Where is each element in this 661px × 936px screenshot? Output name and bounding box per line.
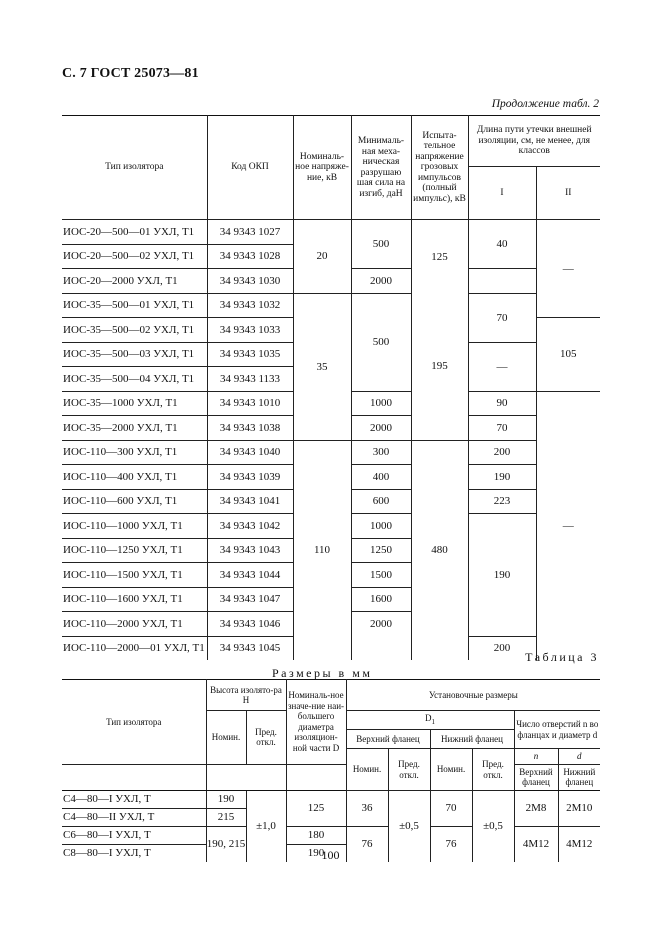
page-header: С. 7 ГОСТ 25073—81 — [62, 66, 199, 81]
cell-type: ИОС-35—1000 УХЛ, Т1 — [62, 391, 207, 416]
cell-height-tol: ±1,0 — [246, 790, 286, 862]
cell-code: 34 9343 1041 — [207, 489, 293, 514]
t3-col-bottom-header: Нижний фланец — [430, 730, 514, 749]
col-class2-header: II — [536, 167, 600, 220]
cell-class1: 70 — [468, 293, 536, 342]
cell-code: 34 9343 1045 — [207, 636, 293, 660]
cell-code: 34 9343 1039 — [207, 465, 293, 490]
t3-col-nom-header: Номин. — [206, 711, 246, 765]
cell-class2: — — [562, 262, 574, 275]
cell-type: ИОС-20—2000 УХЛ, Т1 — [62, 269, 207, 294]
cell-type: С4—80—II УХЛ, Т — [62, 808, 206, 826]
table2 — [62, 115, 600, 660]
cell-force: 600 — [351, 489, 411, 514]
cell-type: С4—80—I УХЛ, Т — [62, 790, 206, 808]
col-voltage-header: Номиналь-ное напряже-ние, кВ — [293, 116, 351, 220]
cell-test: 125 — [411, 220, 468, 294]
t3-col-tol-header: Пред. откл. — [246, 711, 286, 765]
table-row — [62, 293, 600, 318]
table3-subtitle: Размеры в мм — [272, 666, 373, 680]
cell-force: 500 — [351, 293, 411, 391]
table-row — [62, 440, 600, 465]
cell-type: ИОС-20—500—01 УХЛ, Т1 — [62, 220, 207, 245]
cell-force: 1000 — [351, 514, 411, 539]
t3-col-top-header: Верхний фланец — [346, 730, 430, 749]
cell-code: 34 9343 1038 — [207, 416, 293, 441]
cell-class2: — — [562, 519, 574, 532]
t3-col-height-header: Высота изолято-ра H — [206, 680, 286, 711]
cell-code: 34 9343 1133 — [207, 367, 293, 392]
col-code-header: Код ОКП — [207, 116, 293, 220]
cell-top-nom: 36 — [346, 790, 388, 826]
cell-code: 34 9343 1040 — [207, 440, 293, 465]
cell-class1: 190 — [468, 514, 536, 637]
cell-holes-top: 4М12 — [514, 826, 558, 862]
cell-type: ИОС-110—300 УХЛ, Т1 — [62, 440, 207, 465]
page-number: 100 — [321, 848, 340, 862]
cell-force: 1600 — [351, 587, 411, 612]
t3-col-type-header: Тип изолятора — [62, 680, 206, 765]
cell-force: 1000 — [351, 391, 411, 416]
cell-type: ИОС-35—500—01 УХЛ, Т1 — [62, 293, 207, 318]
t3-col-top-tol-header: Пред. откл. — [388, 749, 430, 791]
cell-type: ИОС-20—500—02 УХЛ, Т1 — [62, 244, 207, 269]
cell-top-tol: ±0,5 — [388, 790, 430, 862]
cell-type: С8—80—I УХЛ, Т — [62, 844, 206, 862]
cell-code: 34 9343 1032 — [207, 293, 293, 318]
cell-height-nom: 190 — [206, 790, 246, 808]
cell-code: 34 9343 1044 — [207, 563, 293, 588]
cell-test: 195 — [411, 293, 468, 440]
cell-type: С6—80—I УХЛ, Т — [62, 826, 206, 844]
col-type-header: Тип изолятора — [62, 116, 207, 220]
cell-diam: 190 — [286, 844, 346, 862]
cell-class1 — [468, 269, 536, 294]
cell-class1: — — [468, 342, 536, 391]
t3-col-diam-header: Номиналь-ное значе-ние наи-большего диаметра изоляцион-ной части D — [286, 680, 346, 765]
cell-test: 480 — [411, 440, 468, 660]
cell-type: ИОС-110—1250 УХЛ, Т1 — [62, 538, 207, 563]
cell-force: 1500 — [351, 563, 411, 588]
cell-diam: 125 — [286, 790, 346, 826]
t3-col-install-header: Установочные размеры — [346, 680, 600, 711]
cell-type: ИОС-35—500—03 УХЛ, Т1 — [62, 342, 207, 367]
cell-bot-nom: 70 — [430, 790, 472, 826]
cell-class1: 90 — [468, 391, 536, 416]
cell-class1: 223 — [468, 489, 536, 514]
cell-code: 34 9343 1010 — [207, 391, 293, 416]
cell-force: 2000 — [351, 416, 411, 441]
cell-type: ИОС-35—2000 УХЛ, Т1 — [62, 416, 207, 441]
cell-type: ИОС-110—600 УХЛ, Т1 — [62, 489, 207, 514]
t3-col-holes-top-header: Верхний фланец — [514, 764, 558, 790]
t3-col-bot-nom-header: Номин. — [430, 749, 472, 791]
t3-col-holes-header: Число отверстий n во фланцах и диаметр d — [514, 711, 600, 749]
cell-holes-bottom: 2М10 — [558, 790, 600, 826]
cell-class1: 200 — [468, 636, 536, 660]
cell-code: 34 9343 1043 — [207, 538, 293, 563]
col-class1-header: I — [468, 167, 536, 220]
cell-type: ИОС-35—500—02 УХЛ, Т1 — [62, 318, 207, 343]
t3-d1-symbol: D — [425, 713, 432, 723]
table2-caption: Продолжение табл. 2 — [491, 98, 599, 110]
cell-force: 500 — [351, 220, 411, 269]
cell-class1: 70 — [468, 416, 536, 441]
cell-type: ИОС-35—500—04 УХЛ, Т1 — [62, 367, 207, 392]
cell-code: 34 9343 1033 — [207, 318, 293, 343]
cell-class1: 40 — [468, 220, 536, 269]
cell-force: 2000 — [351, 269, 411, 294]
cell-height-nom: 190, 215 — [206, 826, 246, 862]
cell-code: 34 9343 1027 — [207, 220, 293, 245]
t3-col-d-header: d — [558, 749, 600, 765]
col-leak-header: Длина пути утечки внешней изоляции, см, не менее, для классов — [468, 116, 600, 167]
col-force-header: Минималь-ная меха-ническая разрушаю шая сила на изгиб, даН — [351, 116, 411, 220]
cell-bot-tol: ±0,5 — [472, 790, 514, 862]
t3-d1-subscript: 1 — [431, 717, 436, 726]
col-test-header: Испыта-тельное напряжение грозовых импульсов (полный импульс), кВ — [411, 116, 468, 220]
t3-col-bot-tol-header: Пред. откл. — [472, 749, 514, 791]
cell-type: ИОС-110—2000 УХЛ, Т1 — [62, 612, 207, 637]
cell-type: ИОС-110—1600 УХЛ, Т1 — [62, 587, 207, 612]
cell-holes-top: 2М8 — [514, 790, 558, 826]
cell-class2: 105 — [536, 318, 600, 392]
cell-type: ИОС-110—1500 УХЛ, Т1 — [62, 563, 207, 588]
cell-code: 34 9343 1042 — [207, 514, 293, 539]
cell-voltage: 110 — [293, 440, 351, 660]
cell-force: 400 — [351, 465, 411, 490]
cell-type: ИОС-110—400 УХЛ, Т1 — [62, 465, 207, 490]
cell-holes-bottom: 4М12 — [566, 838, 593, 851]
cell-top-nom: 76 — [346, 826, 388, 862]
cell-voltage: 20 — [293, 220, 351, 294]
t3-col-d1-header — [346, 711, 514, 730]
cell-code: 34 9343 1046 — [207, 612, 293, 637]
t3-col-top-nom-header: Номин. — [346, 749, 388, 791]
cell-code: 34 9343 1047 — [207, 587, 293, 612]
t3-col-holes-bottom-header: Нижний фланец — [558, 764, 600, 790]
cell-class1: 190 — [468, 465, 536, 490]
cell-height-nom: 215 — [206, 808, 246, 826]
cell-code: 34 9343 1035 — [207, 342, 293, 367]
cell-bot-nom: 76 — [430, 826, 472, 862]
cell-type: ИОС-110—1000 УХЛ, Т1 — [62, 514, 207, 539]
cell-code: 34 9343 1028 — [207, 244, 293, 269]
cell-code: 34 9343 1030 — [207, 269, 293, 294]
cell-class1: 200 — [468, 440, 536, 465]
table-row — [62, 790, 600, 808]
cell-diam: 180 — [286, 826, 346, 844]
cell-force: 2000 — [351, 612, 411, 661]
cell-voltage: 35 — [293, 293, 351, 440]
table-row — [62, 220, 600, 245]
cell-force: 1250 — [351, 538, 411, 563]
table3-caption: Таблица 3 — [525, 650, 599, 664]
cell-type: ИОС-110—2000—01 УХЛ, Т1 — [62, 636, 207, 660]
table3 — [62, 679, 600, 862]
table-row — [62, 826, 600, 844]
cell-force: 300 — [351, 440, 411, 465]
t3-col-n-header: n — [514, 749, 558, 765]
